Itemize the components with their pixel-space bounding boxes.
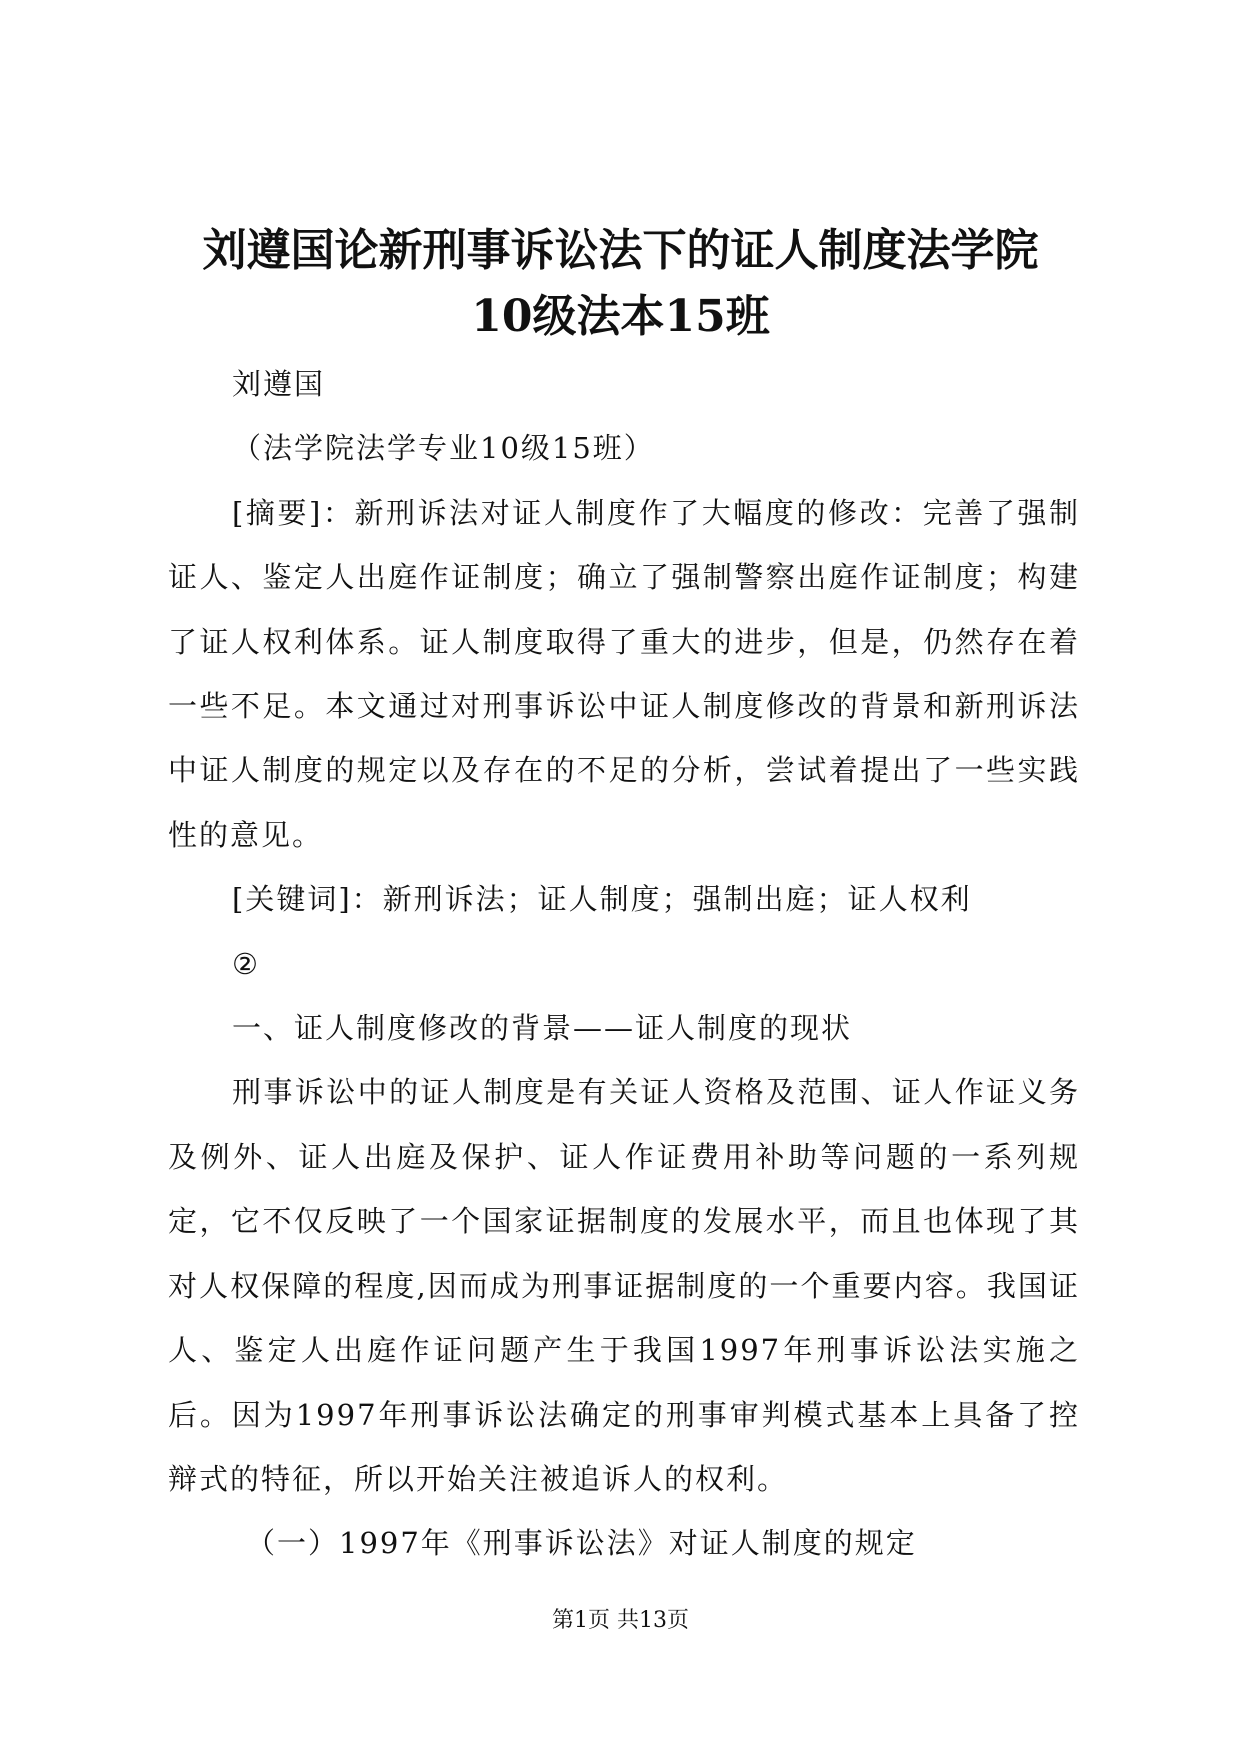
subsection-heading: （一）1997年《刑事诉讼法》对证人制度的规定 xyxy=(246,1526,917,1561)
title-line-2: 10级法本15班 xyxy=(471,291,770,342)
page-number-label: 第1页 共13页 xyxy=(552,1608,689,1633)
keywords-line: [关键词]：新刑诉法；证人制度；强制出庭；证人权利 xyxy=(232,882,972,917)
author-affiliation: （法学院法学专业10级15班） xyxy=(232,431,655,466)
body-paragraph: 刑事诉讼中的证人制度是有关证人资格及范围、证人作证义务及例外、证人出庭及保护、证人作证费用补助等问题的一系列规定，它不仅反映了一个国家证据制度的发展水平，而且也体现了其对人权保障的程度,因而成为刑事证据制度的一个重要内容。我国证人、鉴定人出庭作证问题产生于我国1997年刑事诉讼法实施之后。因为1997年刑事诉讼法确定的刑事审判模式基本上具备了控辩式的特征，所以开始关注被追诉人的权利。 xyxy=(168,1075,1080,1496)
document-title xyxy=(120,218,1121,350)
page-footer xyxy=(0,1605,1241,1637)
abstract-paragraph: [摘要]：新刑诉法对证人制度作了大幅度的修改：完善了强制证人、鉴定人出庭作证制度；确立了强制警察出庭作证制度；构建了证人权利体系。证人制度取得了重大的进步，但是，仍然存在着一些不足。本文通过对刑事诉讼中证人制度修改的背景和新刑诉法中证人制度的规定以及存在的不足的分析，尝试着提出了一些实践性的意见。 xyxy=(168,495,1080,852)
author-name: 刘遵国 xyxy=(232,367,326,401)
section-heading: 一、证人制度修改的背景——证人制度的现状 xyxy=(232,1011,853,1046)
document-body xyxy=(168,352,1080,1576)
title-line-1: 刘遵国论新刑事诉讼法下的证人制度法学院 xyxy=(202,225,1039,276)
footnote-mark: ② xyxy=(232,946,260,981)
